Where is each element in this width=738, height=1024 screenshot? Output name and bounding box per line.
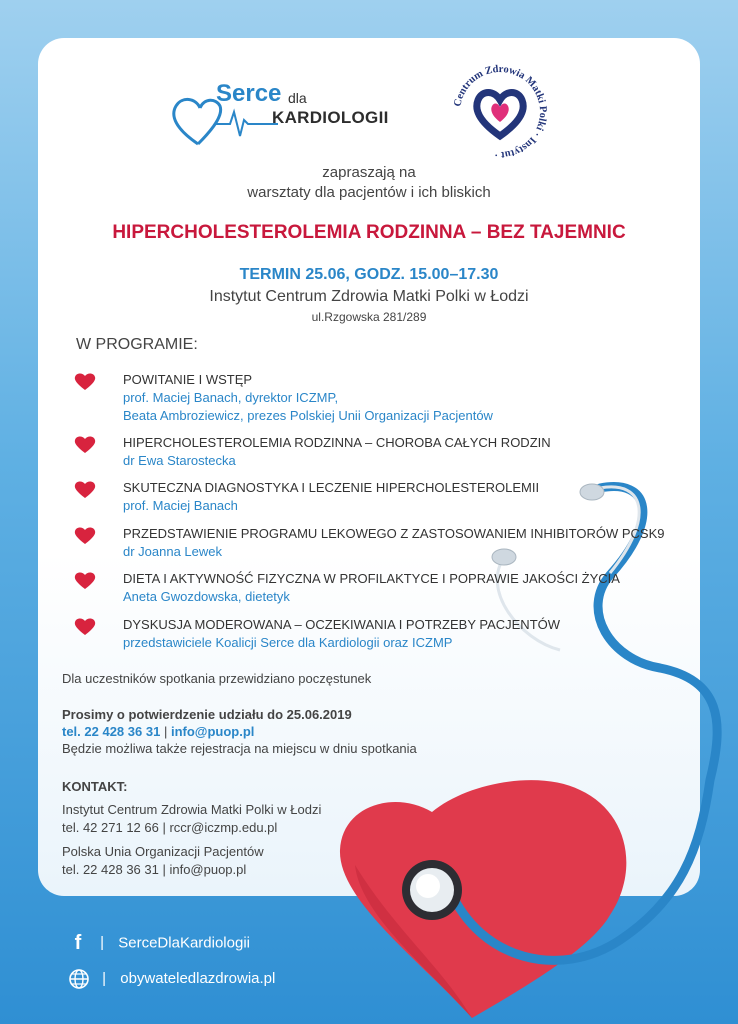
intro-line-1: zapraszają na — [322, 164, 416, 181]
invitation-intro — [0, 163, 738, 203]
contact-org-2: Polska Unia Organizacji Pacjentów — [62, 844, 264, 859]
heart-bullet-icon — [74, 372, 96, 391]
intro-line-2: warsztaty dla pacjentów i ich bliskich — [247, 184, 491, 201]
czmp-institute-logo — [446, 58, 554, 166]
ear-tip — [580, 484, 604, 500]
program-item-title: DYSKUSJA MODEROWANA – OCZEKIWANIA I POTRZEBY PACJENTÓW — [123, 617, 561, 632]
heart-bullet-icon — [74, 480, 96, 499]
footer-separator: | — [100, 934, 105, 952]
contact-org-1-details: tel. 42 271 12 66 | rccr@iczmp.edu.pl — [62, 820, 278, 835]
rsvp-phone[interactable]: tel. 22 428 36 31 — [62, 724, 161, 739]
heart-shape — [340, 780, 626, 1018]
ear-tip — [492, 549, 516, 565]
contact-org-1: Instytut Centrum Zdrowia Matki Polki w Łodzi — [62, 802, 322, 817]
heart-bullet-icon — [74, 617, 96, 636]
event-address: ul.Rzgowska 281/289 — [311, 310, 427, 324]
website-link[interactable]: obywateledlazdrowia.pl — [120, 969, 276, 987]
program-item-speaker: prof. Maciej Banach — [123, 498, 238, 513]
program-item-title: SKUTECZNA DIAGNOSTYKA I LECZENIE HIPERCHOLESTEROLEMII — [123, 480, 540, 495]
globe-icon — [68, 968, 90, 990]
serce-dla-kardiologii-logo — [168, 80, 388, 152]
program-item-title: DIETA I AKTYWNOŚĆ FIZYCZNA W PROFILAKTYCE I POPRAWIE JAKOŚCI ŻYCIA — [123, 571, 620, 586]
heart-bullet-icon — [74, 571, 96, 590]
rsvp-onsite-note: Będzie możliwa także rejestracja na miejscu w dniu spotkania — [62, 741, 417, 756]
program-item-speaker: dr Ewa Starostecka — [123, 453, 236, 468]
program-item-speaker: przedstawiciele Koalicji Serce dla Kardiologii oraz ICZMP — [123, 635, 453, 650]
event-venue: Instytut Centrum Zdrowia Matki Polki w Łodzi — [209, 288, 529, 305]
contact-org-2-details: tel. 22 428 36 31 | info@puop.pl — [62, 862, 247, 877]
logo-serce-word: Serce — [216, 80, 282, 107]
program-item-speaker: Aneta Gwozdowska, dietetyk — [123, 589, 290, 604]
program-item-title: PRZEDSTAWIENIE PROGRAMU LEKOWEGO Z ZASTOSOWANIEM INHIBITORÓW PCSK9 — [123, 526, 665, 541]
catering-note: Dla uczestników spotkania przewidziano poczęstunek — [62, 671, 372, 686]
heart-bullet-icon — [74, 526, 96, 545]
logo-dla-word: dla — [288, 90, 307, 106]
facebook-page-link[interactable]: SerceDlaKardiologii — [118, 934, 250, 952]
program-item-speaker: dr Joanna Lewek — [123, 544, 223, 559]
rsvp-deadline: Prosimy o potwierdzenie udziału do 25.06.2019 — [62, 707, 352, 722]
event-term: TERMIN 25.06, GODZ. 15.00–17.30 — [239, 266, 499, 283]
program-item-title: HIPERCHOLESTEROLEMIA RODZINNA – CHOROBA CAŁYCH RODZIN — [123, 435, 551, 450]
logo-kardiologii-word: KARDIOLOGII — [272, 108, 389, 127]
footer-facebook[interactable] — [68, 932, 250, 955]
program-item-speaker: Beata Ambroziewicz, prezes Polskiej Unii Organizacji Pacjentów — [123, 408, 493, 423]
program-header: W PROGRAMIE: — [76, 336, 198, 353]
footer-separator: | — [102, 969, 107, 987]
facebook-icon: f — [74, 932, 82, 954]
heart-bullet-icon — [74, 435, 96, 454]
program-item-title: POWITANIE I WSTĘP — [123, 372, 253, 387]
program-item-speaker: prof. Maciej Banach, dyrektor ICZMP, — [123, 390, 339, 405]
rsvp-contact — [62, 724, 254, 739]
contact-header: KONTAKT: — [62, 779, 128, 794]
footer-website[interactable] — [68, 968, 275, 990]
czmp-logo-text: Centrum Zdrowia Matki Polki · Instytut · — [452, 63, 549, 161]
event-title: HIPERCHOLESTEROLEMIA RODZINNA – BEZ TAJEMNIC — [112, 222, 626, 243]
rsvp-separator: | — [163, 724, 168, 739]
rsvp-email-link[interactable]: info@puop.pl — [170, 724, 255, 739]
